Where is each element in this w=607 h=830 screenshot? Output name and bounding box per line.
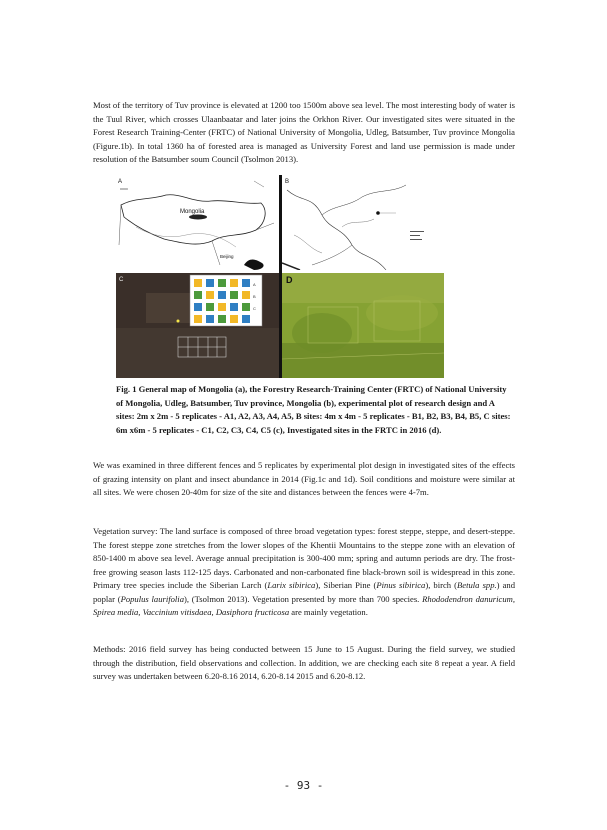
map-label-mongolia: Mongolia bbox=[180, 209, 205, 215]
map-frtc-panel bbox=[282, 175, 436, 270]
map-mongolia-panel bbox=[116, 175, 279, 270]
paragraph-vegetation-survey: Vegetation survey: The land surface is composed of three broad vegetation types: forest steppe, steppe, and desert-steppe. The forest steppe zone stretches from the lower slopes of the Khentii Mountains to the steppe zone with an elevation of 850-1400 m above sea level. Average annual precipitation is 300-400 mm; spring and autumn periods are dry. The frost-free growing season lasts 112-125 days. Carbonated and non-carbonated fine black-brown soil is widespread in this zone. Primary tree species include the Siberian Larch (Larix sibirica), Siberian Pine (Pinus sibirica), birch (Betula spp.) and poplar (Populus laurifolia), (Tsolmon 2013). Vegetation presented by more than 700 species. Rhododendron danuricum, Spirea media, Vaccinium vitisdaea, Dasiphora fructicosa are mainly vegetation. bbox=[93, 526, 516, 617]
figure-caption: Fig. 1 General map of Mongolia (a), the Forestry Research-Training Center (FRTC) of National University of Mongolia, Udleg, Batsumber, Tuv province, Mongolia (b), experimental plot of research design and A sites: 2m x 2m - 5 replicates - A1, A2, A3, A4, A5, B sites: 4m x 4m - 5 replicates - B1, B2, B3, B4, B5, C sites: 6m x6m - 5 replicates - C1, C2, C3, C4, C5 (c), Investigated sites in the FRTC in 2016 (d). bbox=[116, 384, 511, 435]
plot-site-label-a: A bbox=[253, 282, 256, 287]
province-highlight bbox=[189, 215, 207, 220]
plot-site-label-c: C bbox=[253, 306, 256, 311]
paragraph-territory: Most of the territory of Tuv province is elevated at 1200 too 1500m above sea level. The most interesting body of water is the Tuul River, which crosses Ulaanbaatar and later joins the Orkhon River. Our investigated sites were situated in the Forest Research Training-Center (FRTC) of National University of Mongolia, Udleg, Batsumber, Tuv province Mongolia (Figure.1b). In total 1360 ha of forested area is managed as University Forest and land use permission is made under resolution of the Batsumber soum Council (Tsolmon 2013). bbox=[93, 100, 515, 164]
page-number: - 93 - bbox=[283, 779, 324, 792]
panel-label-c: C bbox=[119, 277, 124, 283]
map-label-beijing: Beijing bbox=[220, 254, 234, 259]
aerial-photo-panel bbox=[282, 273, 444, 378]
plot-site-label-b: B bbox=[253, 294, 256, 299]
figure-1 bbox=[116, 175, 510, 378]
plot-design-drawing bbox=[116, 273, 279, 378]
panel-label-a: A bbox=[118, 179, 123, 185]
paragraph-methods-field-survey: Methods: 2016 field survey has being conducted between 15 June to 15 August. During the field survey, we studied through the distribution, field observations and collection. In addition, we are checking each site 8 repeat a year. A field survey was undertaken between 6.20-8.16 2014, 6.20-8.14 2015 and 6.20-8.12. bbox=[93, 644, 515, 681]
panel-label-d: D bbox=[286, 275, 293, 285]
mongolia-map-drawing bbox=[116, 175, 279, 270]
paragraph-methods-fences: We was examined in three different fences and 5 replicates by experimental plot design in investigated sites of the effects of grazing intensity on plant and insect abundance in 2014 (Fig.1c and 1d). Soil conditions and moisture were similar at all sites. We were chosen 20-40m for size of the site and distances between the fences were 4-7m. bbox=[93, 460, 515, 497]
aerial-photo-drawing bbox=[282, 273, 444, 378]
frtc-map-drawing bbox=[282, 175, 436, 270]
panel-label-b: B bbox=[285, 179, 290, 185]
plot-design-panel bbox=[116, 273, 279, 378]
